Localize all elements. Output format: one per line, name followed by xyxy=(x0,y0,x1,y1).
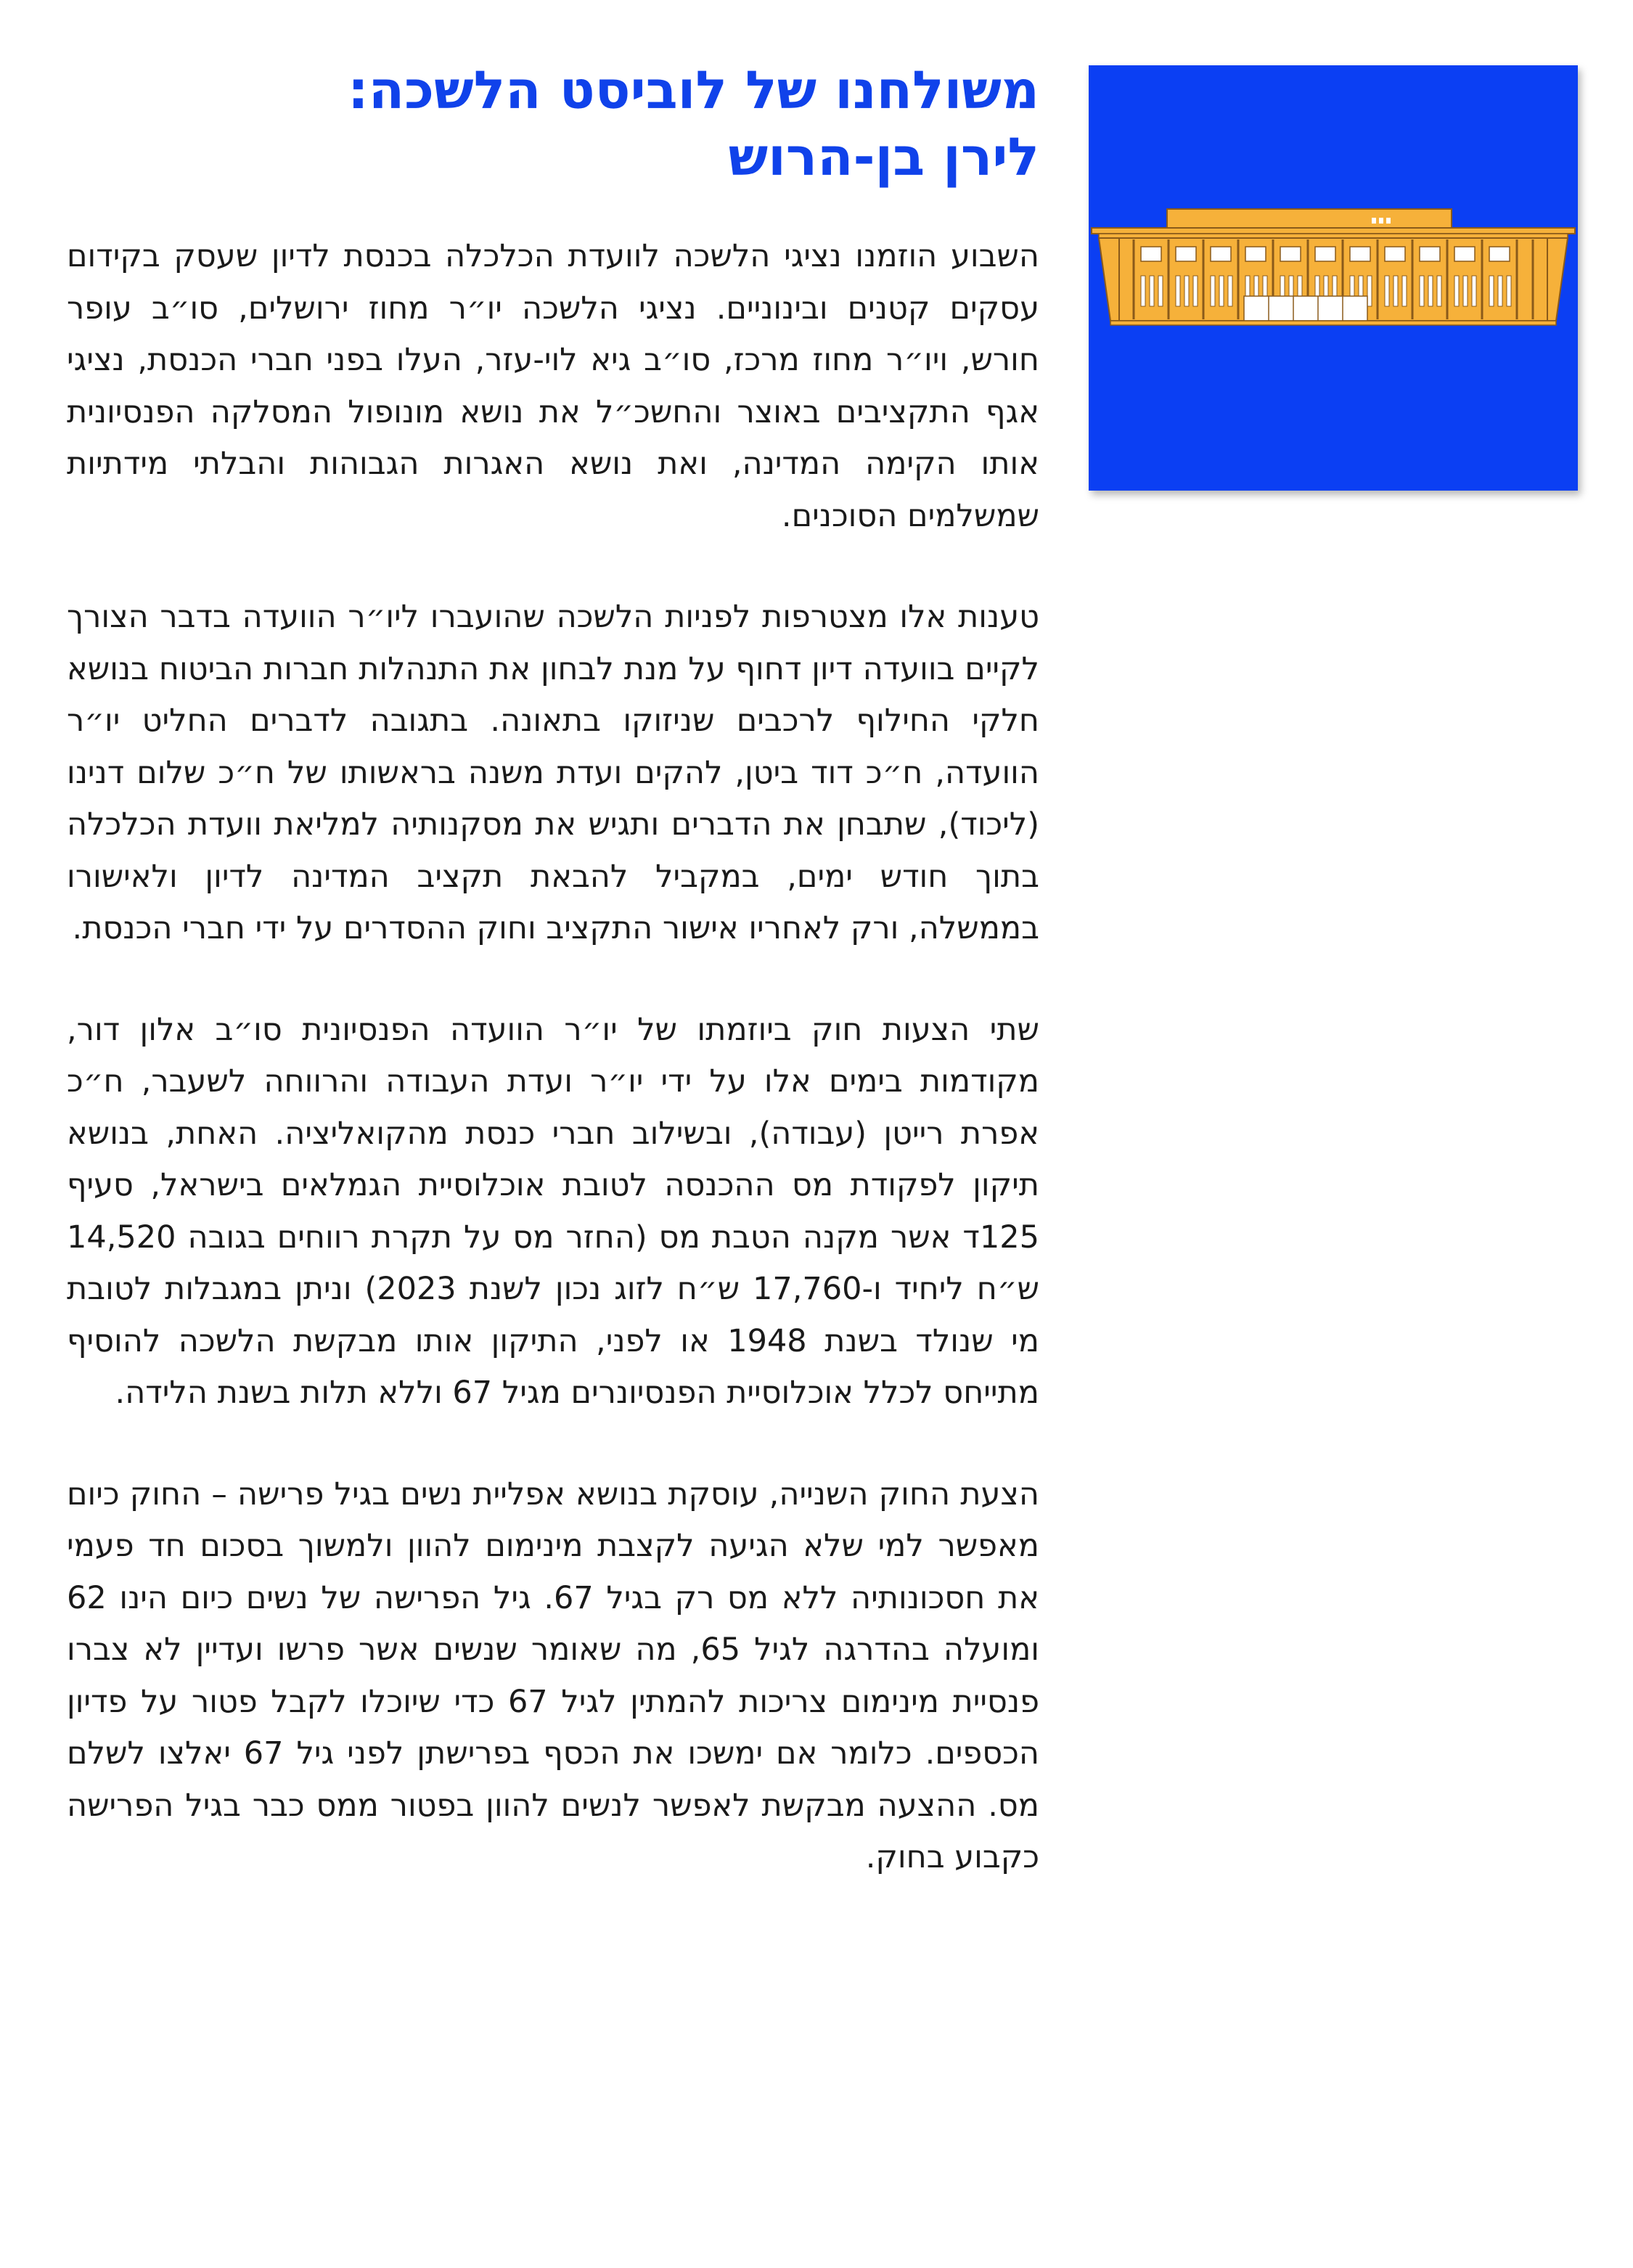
knesset-building-icon xyxy=(1089,65,1578,491)
article-body xyxy=(67,231,1039,1933)
article-paragraph-4: הצעת החוק השנייה, עוסקת בנושא אפליית נשים בגיל פרישה – החוק כיום מאפשר למי שלא הגיעה לקצבת מינימום להוון ולמשוך בסכום חד פעמי את חסכונותיה ללא מס רק בגיל 67. גיל הפרישה של נשים כיום הינו 62 ומועלה בהדרגה לגיל 65, מה שאומר שנשים אשר פרשו ועדיין לא צברו פנסיית מינימום צריכות להמתין לגיל 67 כדי שיוכלו לקבל פטור על פדיון הכספים. כלומר אם ימשכו את הכסף בפרישתן לפני גיל 67 יאלצו לשלם מס. ההצעה מבקשת לאפשר לנשים להוון בפטור ממס כבר בגיל הפרישה כקבוע בחוק. xyxy=(67,1475,1040,1875)
article-paragraph-2: טענות אלו מצטרפות לפניות הלשכה שהועברו ליו״ר הוועדה בדבר הצורך לקיים בוועדה דיון דחוף על מנת לבחון את התנהלות חברות הביטוח בנושא חלקי החילוף לרכבים שניזוקו בתאונה. בתגובה לדברים החליט יו״ר הוועדה, ח״כ דוד ביטן, להקים ועדת משנה בראשותו של ח״כ שלום דנינו (ליכוד), שתבחן את הדברים ותגיש את מסקנותיה למליאת וועדת הכלכלה בתוך חודש ימים, במקביל להבאת תקציב המדינה לדיון ולאישורו בממשלה, ורק לאחריו אישור התקציב וחוק ההסדרים על ידי חברי הכנסת. xyxy=(67,599,1039,946)
article-title-line-2: לירן בן-הרוש xyxy=(728,126,1039,187)
article-paragraph-3: שתי הצעות חוק ביוזמתו של יו״ר הוועדה הפנסיונית סו״ב אלון דור, מקודמות בימים אלו על ידי יו״ר ועדת העבודה והרווחה לשעבר, ח״כ אפרת רייטן (עבודה), ובשילוב חברי כנסת מהקואליציה. האחת, בנושא תיקון לפקודת מס ההכנסה לטובת אוכלוסיית הגמלאים בישראל, סעיף 125ד אשר מקנה הטבת מס (החזר מס על תקרת רווחים בגובה 14,520 ש״ח ליחיד ו-17,760 ש״ח לזוג נכון לשנת 2023) וניתן במגבלות לטובת מי שנולד בשנת 1948 או לפני, התיקון אותו מבקשת הלשכה להוסיף מתייחס לכלל אוכלוסיית הפנסיונרים מגיל 67 וללא תלות בשנת הלידה. xyxy=(67,1011,1039,1411)
article-title-line-1: משולחנו של לוביסט הלשכה: xyxy=(347,60,1039,120)
article-paragraph-1: השבוע הוזמנו נציגי הלשכה לוועדת הכלכלה בכנסת לדיון שעסק בקידום עסקים קטנים ובינוניים. נציגי הלשכה יו״ר מחוז ירושלים, סו״ב עופר חורש, ויו״ר מחוז מרכז, סו״ב גיא לוי-עזר, העלו בפני חברי הכנסת, נציגי אגף התקציבים באוצר והחשכ״ל את נושא מונופול המסלקה הפנסיונית אותו הקימה המדינה, ואת נושא האגרות הגבוהות והבלתי מידתיות שמשלמים הסוכנים. xyxy=(67,238,1039,534)
article-title xyxy=(67,57,1039,190)
knesset-illustration xyxy=(1089,65,1578,491)
